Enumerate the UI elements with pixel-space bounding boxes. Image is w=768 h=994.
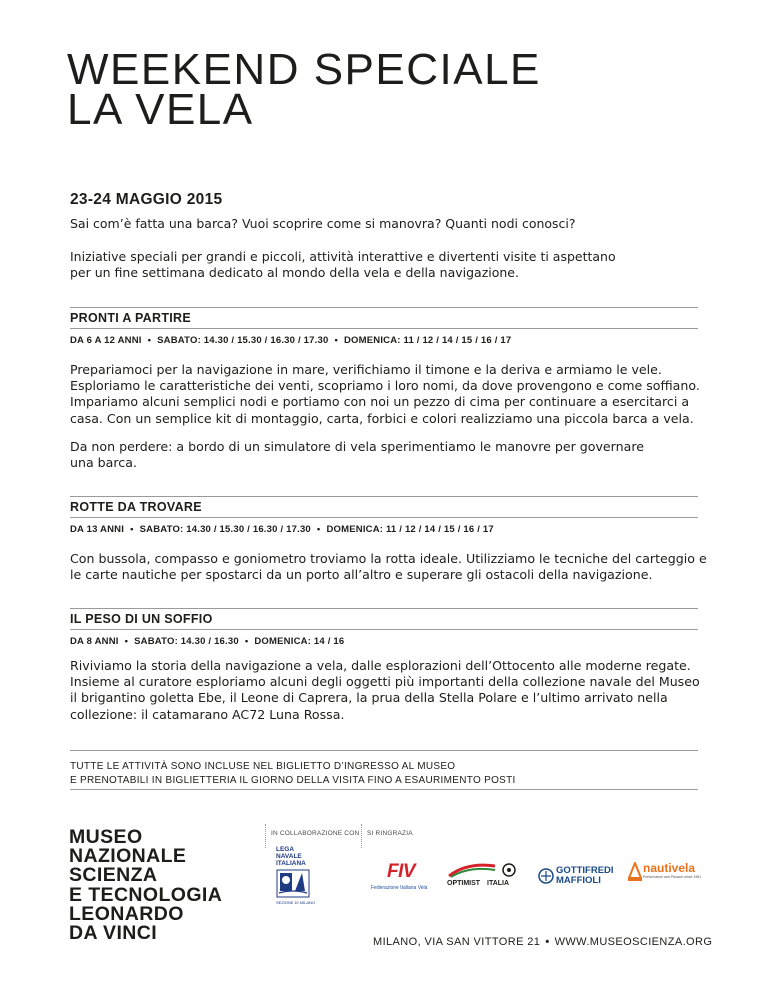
- bullet: •: [316, 524, 321, 535]
- section-title-rotte: ROTTE DA TROVARE: [70, 500, 202, 514]
- optimist-logo: [447, 862, 527, 888]
- gottifredi-line-2: MAFFIOLI: [556, 875, 601, 886]
- page-title: [67, 45, 541, 134]
- schedule-sunday: DOMENICA: 11 / 12 / 14 / 15 / 16 / 17: [326, 524, 494, 535]
- note-rule: [70, 750, 698, 751]
- museum-line: DA VINCI: [69, 922, 158, 945]
- divider: [265, 824, 266, 848]
- section-rule: [70, 517, 698, 518]
- schedule-age: DA 13 ANNI: [70, 524, 125, 535]
- schedule-rotte: [70, 524, 494, 535]
- schedule-sunday: DOMENICA: 11 / 12 / 14 / 15 / 16 / 17: [343, 335, 512, 346]
- intro-text: Iniziative speciali per grandi e piccoli, attività interattive e divertenti visite ti aspettano per un fine settimana dedicato al mondo della vela e della navigazione.: [70, 249, 616, 280]
- schedule-saturday: SABATO: 14.30 / 15.30 / 16.30 / 17.30: [139, 524, 311, 535]
- museum-logo: [69, 828, 222, 943]
- lni-line: LEGA: [276, 846, 295, 853]
- lega-navale-logo: [276, 846, 316, 908]
- lni-subtitle: SEZIONE DI MILANO: [276, 900, 316, 905]
- museum-address: [373, 936, 712, 948]
- fiv-subtitle: Federazione Italiana Vela: [371, 885, 428, 891]
- section-paragraph: Riviviamo la storia della navigazione a vela, dalle esplorazioni dell’Ottocento alle moderne regate. Insieme al curatore esploriamo alcuni degli oggetti più importanti della collezione navale del Museo il brigantino goletta Ebe, il Leone di Caprera, la prua della Stella Polare e l’ultimo arrivato nella collezione: il catamarano AC72 Luna Rossa.: [70, 658, 700, 722]
- event-date: 23-24 MAGGIO 2015: [70, 191, 223, 208]
- lni-line: ITALIANA: [276, 860, 306, 867]
- museum-line: LEONARDO: [69, 902, 184, 925]
- nautivela-logo: [628, 862, 701, 879]
- lni-shield-icon: [276, 869, 310, 899]
- optimist-text: OPTIMIST: [447, 880, 481, 887]
- section-paragraph: Da non perdere: a bordo di un simulatore di vela sperimentiamo le manovre per governare una barca.: [70, 439, 644, 471]
- schedule-peso: [70, 636, 344, 647]
- museum-line: SCIENZA: [69, 864, 158, 887]
- note-line-2: E PRENOTABILI IN BIGLIETTERIA IL GIORNO DELLA VISITA FINO A ESAURIMENTO POSTI: [70, 775, 516, 786]
- divider: [361, 824, 362, 848]
- nautivela-text: nautivela: [643, 861, 696, 875]
- schedule-age: DA 6 A 12 ANNI: [70, 335, 142, 346]
- thanks-label: SI RINGRAZIA: [367, 830, 413, 837]
- schedule-sunday: DOMENICA: 14 / 16: [254, 636, 345, 647]
- note-rule: [70, 789, 698, 790]
- fiv-mark: FIV: [387, 861, 416, 882]
- address-street: MILANO, VIA SAN VITTORE 21: [373, 936, 541, 948]
- gottifredi-line-1: GOTTIFREDI: [556, 865, 614, 876]
- bullet: •: [334, 335, 338, 346]
- section-rule: [70, 496, 698, 497]
- section-paragraph: Con bussola, compasso e goniometro troviamo la rotta ideale. Utilizziamo le tecniche del carteggio e le carte nautiche per spostarci da un porto all’altro e superare gli ostacoli della navigazione.: [70, 551, 707, 583]
- gottifredi-logo: [538, 866, 614, 886]
- schedule-age: DA 8 ANNI: [70, 636, 119, 647]
- title-line-2: LA VELA: [67, 85, 254, 134]
- gottifredi-emblem-icon: [538, 868, 554, 884]
- title-line-1: WEEKEND SPECIALE: [67, 45, 541, 94]
- section-rule: [70, 608, 698, 609]
- bullet: •: [244, 636, 249, 647]
- section-title-pronti: PRONTI A PARTIRE: [70, 311, 192, 325]
- schedule-saturday: SABATO: 14.30 / 15.30 / 16.30 / 17.30: [157, 335, 329, 346]
- bullet: •: [147, 335, 152, 346]
- section-rule: [70, 307, 698, 308]
- nautivela-sail-icon: [628, 862, 642, 882]
- lni-line: NAVALE: [276, 853, 302, 860]
- bullet: •: [124, 636, 129, 647]
- section-paragraph: Prepariamoci per la navigazione in mare, verifichiamo il timone e la deriva e armiamo le vele. Esploriamo le caratteristiche dei venti, scopriamo i loro nomi, da dove provengono e come soffiano. Impariamo alcuni semplici nodi e portiamo con noi un pezzo di cima per continuare a esercitarci a casa. Con un semplice kit di montaggio, carta, forbici e colori realizziamo una piccola barca a vela.: [70, 362, 700, 426]
- museum-line: E TECNOLOGIA: [69, 883, 223, 906]
- section-title-peso: IL PESO DI UN SOFFIO: [70, 612, 213, 626]
- schedule-saturday: SABATO: 14.30 / 16.30: [134, 636, 239, 647]
- note-line-1: TUTTE LE ATTIVITÀ SONO INCLUSE NEL BIGLIETTO D’INGRESSO AL MUSEO: [70, 761, 456, 772]
- website-link[interactable]: WWW.MUSEOSCIENZA.ORG: [554, 936, 713, 948]
- bullet: •: [545, 936, 550, 948]
- bullet: •: [130, 524, 134, 535]
- intro-question: Sai com’è fatta una barca? Vuoi scoprire come si manovra? Quanti nodi conosci?: [70, 216, 576, 231]
- section-rule: [70, 629, 698, 630]
- museum-line: NAZIONALE: [69, 845, 187, 868]
- museum-line: MUSEO: [69, 826, 143, 848]
- section-rule: [70, 328, 698, 329]
- schedule-pronti: [70, 335, 511, 346]
- fiv-logo: [371, 862, 427, 891]
- booking-note: [70, 760, 516, 788]
- optimist-swoosh-icon: [447, 862, 527, 878]
- optimist-italia-text: ITALIA: [487, 880, 510, 887]
- collab-label: IN COLLABORAZIONE CON: [271, 830, 360, 837]
- nautivela-subtitle: Performance and Passion since 1981: [643, 875, 702, 879]
